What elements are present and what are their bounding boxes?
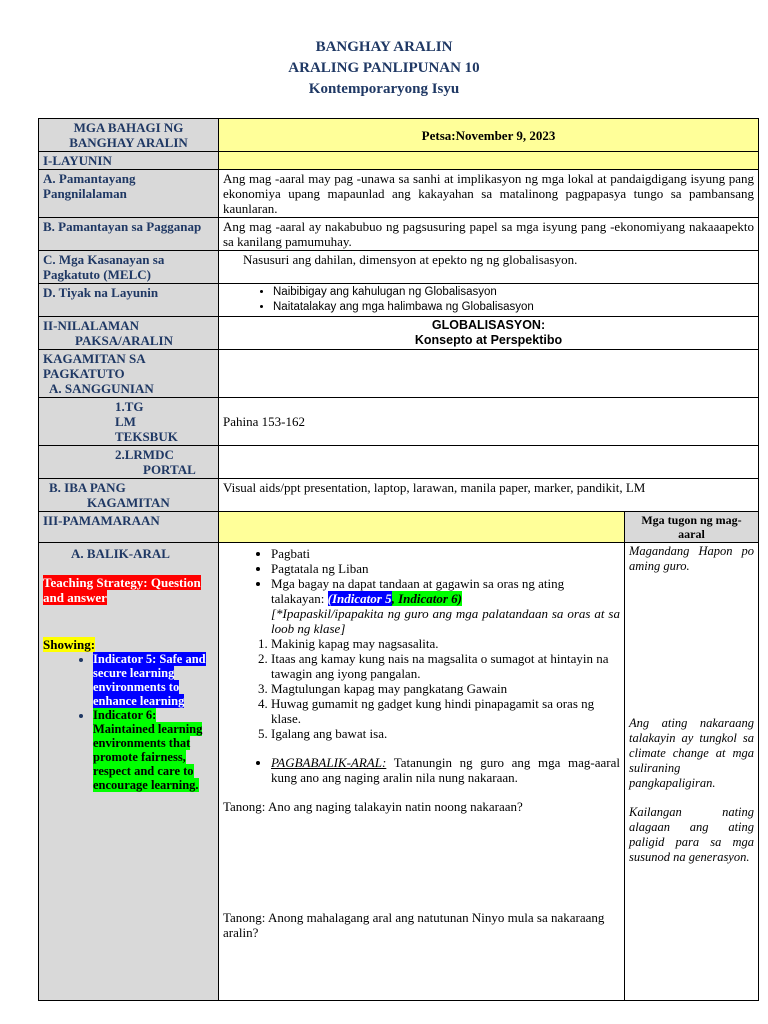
date-cell: Petsa:November 9, 2023 (219, 119, 759, 152)
label-nilalaman-line1: II-NILALAMAN (43, 318, 140, 333)
col-header-parts: MGA BAHAGI NG BANGHAY ARALIN (39, 119, 219, 152)
row-pamantayang-pangnilalaman (39, 170, 759, 218)
row-kagamitan (39, 350, 759, 398)
showing-label-wrap (43, 637, 214, 652)
label-balik-aral: A. BALIK-ARAL (71, 546, 170, 561)
layunin-empty (219, 152, 759, 170)
teaching-strategy-text: Teaching Strategy: Question and answer (43, 575, 201, 605)
layunin-row (39, 152, 759, 170)
indicator-5-tag: (Indicator 5 (327, 591, 392, 606)
response-2: Ang ating nakaraang talakayin ay tungkol sa climate change at mga suliraning pangkapaligiran. (629, 716, 755, 790)
label-pamamaraan: III-PAMAMARAAN (39, 512, 219, 543)
balik-aral-content (219, 543, 625, 1001)
lrmdc-empty (219, 446, 759, 479)
row-nilalaman (39, 317, 759, 350)
objective-item: • Naibibigay ang kahulugan ng Globalisasyon (273, 285, 754, 300)
rule-item: 1. Makinig kapag may nagsasalita. (271, 636, 620, 651)
label-kagamitan (39, 350, 219, 398)
kagamitan-empty (219, 350, 759, 398)
label-pamantayang-pangnilalaman: A. Pamantayang Pangnilalaman (39, 170, 219, 218)
rule-item: 2. Itaas ang kamay kung nais na magsalita o sumagot at hintayin na tawagin ang iyong pangalan. (271, 651, 620, 681)
subject-title: ARALING PANLIPUNAN 10 (288, 60, 480, 76)
topic-title: GLOBALISASYON: (431, 318, 546, 332)
text-pamantayan-pagganap: Ang mag -aaral ay nakabubuo ng pagsusuring papel sa mga isyung pang -ekonomiyang nakaaapekto sa kanilang pamumuhay. (219, 218, 759, 251)
rule-item: 5. Igalang ang bawat isa. (271, 726, 620, 741)
label-tiyak-layunin: D. Tiyak na Layunin (39, 284, 219, 317)
label-nilalaman (39, 317, 219, 350)
row-melc (39, 251, 759, 284)
indicator-6-item (93, 708, 214, 792)
balik-aral-side (39, 543, 219, 1001)
subject-subtitle: Kontemporaryong Isyu (308, 81, 460, 97)
label-tg (39, 398, 219, 446)
rule-item: 4. Huwag gumamit ng gadget kung hindi pinapagamit sa oras ng klase. (271, 696, 620, 726)
indicator-6-tag: , Indicator 6) (391, 591, 463, 606)
note-text: [*Ipapaskil/ipapakita ng guro ang mga palatandaan sa oras at sa loob ng klase] (271, 606, 620, 636)
label-pamantayan-pagganap: B. Pamantayan sa Pagganap (39, 218, 219, 251)
tanong-1: Tanong: Ano ang naging talakayin natin noong nakaraan? (223, 799, 523, 814)
label-iba-1: B. IBA PANG (49, 480, 126, 495)
list-tiyak-layunin (219, 284, 759, 317)
row-balik-aral (39, 543, 759, 1001)
doc-title: BANGHAY ARALIN (315, 39, 453, 55)
indicator-6-text: Indicator 6: Maintained learning environments that promote fairness, respect and care to encourage learning. (93, 708, 203, 792)
label-tg-2: LM (115, 414, 136, 429)
pahina-cell: Pahina 153-162 (219, 398, 759, 446)
label-iba-kagamitan (39, 479, 219, 512)
bullet-pagtatala: • Pagtatala ng Liban (271, 561, 620, 576)
lesson-plan-table (38, 118, 759, 1001)
rule-item: 3. Magtulungan kapag may pangkatang Gawain (271, 681, 620, 696)
text-melc: Nasusuri ang dahilan, dimensyon at epekto ng ng globalisasyon. (219, 251, 759, 284)
layunin-label: I-LAYUNIN (39, 152, 219, 170)
tanong-2: Tanong: Anong mahalagang aral ang natutunan Ninyo mula sa nakaraang aralin? (223, 910, 605, 940)
row-pamantayan-pagganap (39, 218, 759, 251)
bullet-pagbati: • Pagbati (271, 546, 620, 561)
label-tg-1: 1.TG (115, 399, 144, 414)
response-3: Kailangan nating alagaan ang ating paligid para sa mga susunod na generasyon. (629, 805, 755, 864)
label-kagamitan-text: KAGAMITAN SA PAGKATUTO (43, 351, 145, 381)
row-iba-kagamitan (39, 479, 759, 512)
topic-cell (219, 317, 759, 350)
row-lrmdc (39, 446, 759, 479)
label-sanggunian: A. SANGGUNIAN (49, 381, 154, 396)
label-lrmdc-1: 2.LRMDC (115, 447, 174, 462)
label-tg-3: TEKSBUK (115, 429, 178, 444)
showing-label: Showing: (43, 637, 96, 652)
row-tg (39, 398, 759, 446)
label-nilalaman-line2: PAKSA/ARALIN (75, 333, 173, 348)
indicator-5-item (93, 652, 214, 708)
bullet-mga-bagay-text: Mga bagay na dapat tandaan at gagawin sa oras ng ating talakayan: (271, 576, 565, 606)
student-responses (625, 543, 759, 1001)
indicator-5-text: Indicator 5: Safe and secure learning environments to enhance learning (93, 652, 206, 708)
teaching-strategy (43, 575, 214, 605)
pagbabalik-text: Tatanungin ng guro ang mga mag-aaral kung ano ang naging aralin nila nung nakaraan. (271, 755, 620, 785)
row-pamamaraan (39, 512, 759, 543)
header-row (39, 119, 759, 152)
pagbabalik-title: PAGBABALIK-ARAL: (271, 755, 387, 770)
rules-list (223, 636, 620, 741)
response-header: Mga tugon ng mag-aaral (625, 512, 759, 543)
label-lrmdc (39, 446, 219, 479)
row-tiyak-layunin (39, 284, 759, 317)
pamamaraan-empty (219, 512, 625, 543)
bullet-mga-bagay (271, 576, 620, 606)
objective-item: • Naitatalakay ang mga halimbawa ng Globalisasyon (273, 300, 754, 315)
label-lrmdc-2: PORTAL (143, 462, 196, 477)
iba-kagamitan-text: Visual aids/ppt presentation, laptop, larawan, manila paper, marker, pandikit, LM (219, 479, 759, 512)
topic-subtitle: Konsepto at Perspektibo (414, 333, 563, 347)
text-pamantayang-pangnilalaman: Ang mag -aaral may pag -unawa sa sanhi at implikasyon ng mga lokal at pandaigdigang isyung pang ekonomiya upang mapaunlad ang kakayahan sa matalinong pagpapasya tungo sa pambansang kaunlaran. (219, 170, 759, 218)
response-1: Magandang Hapon po aming guro. (629, 544, 755, 573)
bullet-pagbabalik (271, 755, 620, 785)
label-melc: C. Mga Kasanayan sa Pagkatuto (MELC) (39, 251, 219, 284)
label-iba-2: KAGAMITAN (87, 495, 170, 510)
